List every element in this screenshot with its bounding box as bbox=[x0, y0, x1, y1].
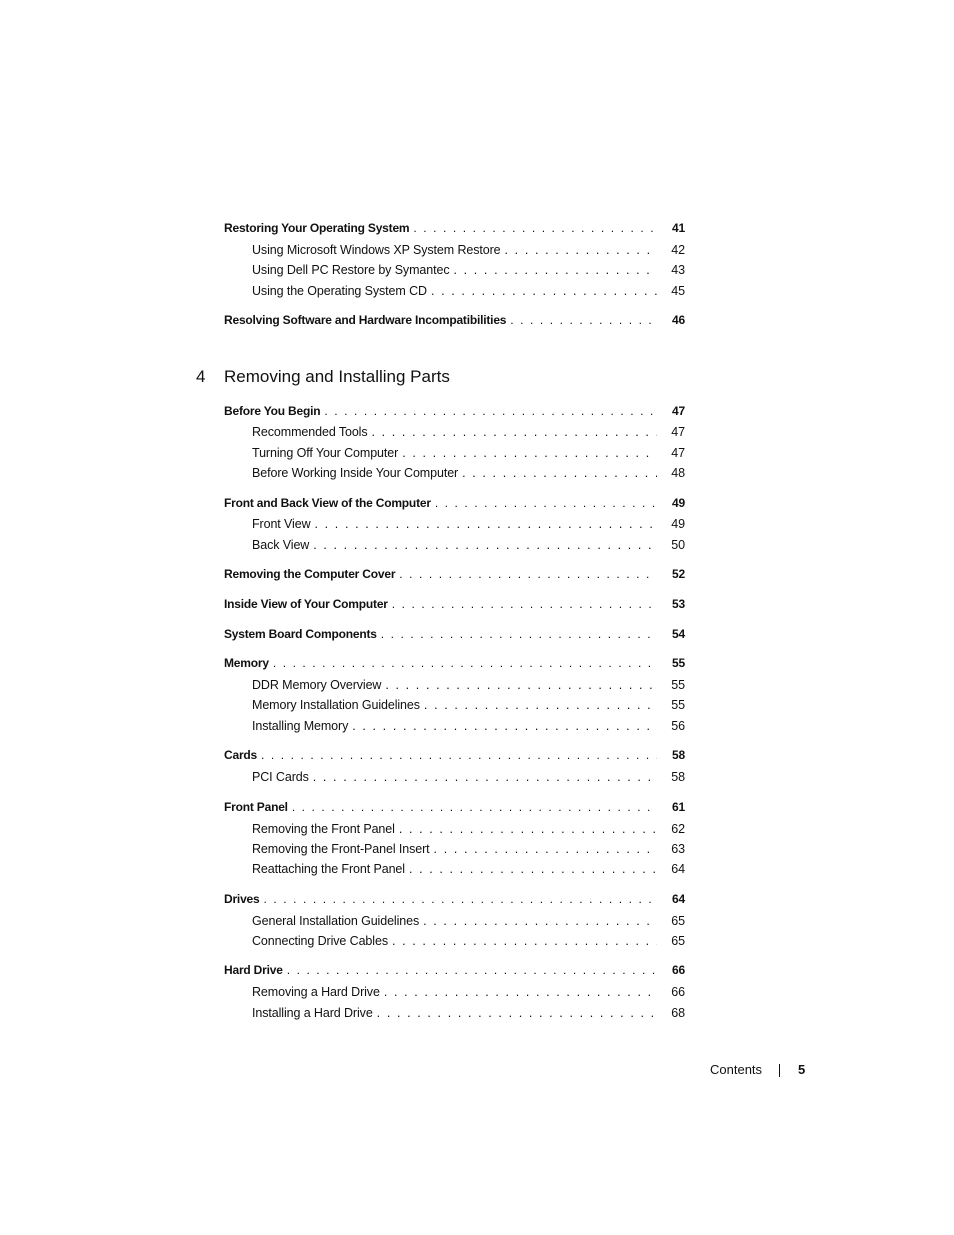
toc-entry-title: Reattaching the Front Panel bbox=[252, 862, 405, 876]
dot-leader bbox=[261, 747, 657, 764]
toc-entry-title: Front and Back View of the Computer bbox=[224, 496, 431, 510]
toc-entry-title: Removing the Computer Cover bbox=[224, 567, 396, 581]
toc-entry[interactable] bbox=[252, 697, 685, 714]
toc-entry[interactable] bbox=[252, 718, 685, 735]
toc-entry-title: Recommended Tools bbox=[252, 425, 368, 439]
toc-entry[interactable] bbox=[224, 566, 685, 583]
toc-entry[interactable] bbox=[252, 933, 685, 950]
toc-entry-page: 64 bbox=[671, 862, 685, 876]
toc-entry[interactable] bbox=[252, 1005, 685, 1022]
dot-leader bbox=[434, 841, 657, 858]
toc-entry-title: Turning Off Your Computer bbox=[252, 446, 399, 460]
toc-entry[interactable] bbox=[224, 655, 685, 672]
toc-entry-page: 41 bbox=[672, 221, 685, 235]
toc-entry[interactable] bbox=[252, 913, 685, 930]
dot-leader bbox=[384, 984, 657, 1001]
toc-entry-title: Removing a Hard Drive bbox=[252, 985, 380, 999]
toc-entry[interactable] bbox=[252, 283, 685, 300]
toc-entry-page: 47 bbox=[671, 446, 685, 460]
toc-entry-title: Front View bbox=[252, 517, 311, 531]
toc-entry-page: 47 bbox=[672, 404, 685, 418]
toc-entry-page: 68 bbox=[671, 1006, 685, 1020]
toc-entry-title: Using Microsoft Windows XP System Restore bbox=[252, 243, 501, 257]
dot-leader bbox=[352, 718, 657, 735]
toc-entry-page: 66 bbox=[672, 963, 685, 977]
dot-leader bbox=[292, 799, 657, 816]
toc-entry[interactable] bbox=[252, 262, 685, 279]
toc-entry-page: 43 bbox=[671, 263, 685, 277]
toc-entry-page: 46 bbox=[672, 313, 685, 327]
toc-entry[interactable] bbox=[224, 495, 685, 512]
dot-leader bbox=[413, 220, 657, 237]
toc-entry-title: Back View bbox=[252, 538, 310, 552]
toc-entry-title: General Installation Guidelines bbox=[252, 914, 420, 928]
dot-leader bbox=[402, 445, 657, 462]
toc-entry-title: Connecting Drive Cables bbox=[252, 934, 388, 948]
dot-leader bbox=[399, 566, 657, 583]
chapter-title[interactable]: Removing and Installing Parts bbox=[224, 367, 450, 386]
dot-leader bbox=[409, 861, 657, 878]
dot-leader bbox=[381, 626, 657, 643]
dot-leader bbox=[435, 495, 657, 512]
dot-leader bbox=[510, 312, 657, 329]
toc-entry-page: 52 bbox=[672, 567, 685, 581]
dot-leader bbox=[505, 242, 657, 259]
dot-leader bbox=[273, 655, 657, 672]
toc-entry-page: 58 bbox=[671, 770, 685, 784]
toc-entry[interactable] bbox=[252, 537, 685, 554]
toc-entry-title: Installing a Hard Drive bbox=[252, 1006, 373, 1020]
toc-entry[interactable] bbox=[224, 962, 685, 979]
dot-leader bbox=[431, 283, 657, 300]
dot-leader bbox=[399, 821, 657, 838]
toc-entry[interactable] bbox=[224, 312, 685, 329]
dot-leader bbox=[392, 933, 657, 950]
dot-leader bbox=[392, 596, 657, 613]
toc-entry-page: 58 bbox=[672, 748, 685, 762]
toc-entry[interactable] bbox=[252, 242, 685, 259]
toc-entry-page: 64 bbox=[672, 892, 685, 906]
toc-entry[interactable] bbox=[252, 861, 685, 878]
dot-leader bbox=[453, 262, 657, 279]
chapter-number: 4 bbox=[196, 367, 206, 386]
toc-entry[interactable] bbox=[224, 403, 685, 420]
toc-entry-page: 49 bbox=[672, 496, 685, 510]
toc-entry-title: Removing the Front Panel bbox=[252, 822, 395, 836]
toc-entry[interactable] bbox=[252, 465, 685, 482]
toc-entry[interactable] bbox=[224, 799, 685, 816]
dot-leader bbox=[313, 537, 657, 554]
toc-entry-page: 61 bbox=[672, 800, 685, 814]
toc-entry-page: 55 bbox=[672, 656, 685, 670]
toc-entry-title: Removing the Front-Panel Insert bbox=[252, 842, 430, 856]
toc-entry[interactable] bbox=[252, 821, 685, 838]
dot-leader bbox=[424, 697, 657, 714]
toc-entry[interactable] bbox=[224, 220, 685, 237]
toc-entry-page: 62 bbox=[671, 822, 685, 836]
toc-entry-title: DDR Memory Overview bbox=[252, 678, 382, 692]
dot-leader bbox=[315, 516, 657, 533]
toc-entry-title: Inside View of Your Computer bbox=[224, 597, 388, 611]
toc-entry-page: 53 bbox=[672, 597, 685, 611]
toc-entry-page: 66 bbox=[671, 985, 685, 999]
dot-leader bbox=[324, 403, 657, 420]
toc-entry-title: Memory bbox=[224, 656, 269, 670]
toc-entry[interactable] bbox=[252, 984, 685, 1001]
footer-separator bbox=[779, 1064, 780, 1077]
toc-entry-title: Using Dell PC Restore by Symantec bbox=[252, 263, 450, 277]
dot-leader bbox=[287, 962, 657, 979]
toc-entry-page: 56 bbox=[671, 719, 685, 733]
toc-entry-title: Using the Operating System CD bbox=[252, 284, 427, 298]
toc-entry-title: Before You Begin bbox=[224, 404, 321, 418]
toc-entry[interactable] bbox=[252, 516, 685, 533]
toc-entry-page: 65 bbox=[671, 934, 685, 948]
toc-entry-title: Memory Installation Guidelines bbox=[252, 698, 420, 712]
toc-entry[interactable] bbox=[252, 677, 685, 694]
toc-entry[interactable] bbox=[224, 626, 685, 643]
dot-leader bbox=[372, 424, 658, 441]
toc-entry-page: 47 bbox=[671, 425, 685, 439]
toc-entry-title: Cards bbox=[224, 748, 258, 762]
toc-entry-page: 45 bbox=[671, 284, 685, 298]
toc-entry-page: 63 bbox=[671, 842, 685, 856]
toc-entry-title: Before Working Inside Your Computer bbox=[252, 466, 459, 480]
toc-entry[interactable] bbox=[224, 747, 685, 764]
toc-entry[interactable] bbox=[252, 769, 685, 786]
toc-entry-title: Resolving Software and Hardware Incompatibilities bbox=[224, 313, 507, 327]
dot-leader bbox=[462, 465, 657, 482]
dot-leader bbox=[423, 913, 657, 930]
toc-entry[interactable] bbox=[224, 596, 685, 613]
toc-entry-title: System Board Components bbox=[224, 627, 377, 641]
toc-entry-page: 55 bbox=[671, 698, 685, 712]
toc-entry-page: 54 bbox=[672, 627, 685, 641]
dot-leader bbox=[385, 677, 657, 694]
toc-entry-page: 48 bbox=[671, 466, 685, 480]
toc-entry-title: Restoring Your Operating System bbox=[224, 221, 410, 235]
toc-entry-title: Front Panel bbox=[224, 800, 288, 814]
toc-entry-page: 49 bbox=[671, 517, 685, 531]
toc-entry[interactable] bbox=[252, 841, 685, 858]
page-number: 5 bbox=[798, 1062, 806, 1077]
toc-entry-page: 42 bbox=[671, 243, 685, 257]
toc-entry[interactable] bbox=[252, 424, 685, 441]
toc-entry-page: 65 bbox=[671, 914, 685, 928]
toc-entry[interactable] bbox=[224, 891, 685, 908]
toc-entry[interactable] bbox=[252, 445, 685, 462]
toc-entry-title: PCI Cards bbox=[252, 770, 309, 784]
toc-entry-title: Installing Memory bbox=[252, 719, 349, 733]
dot-leader bbox=[264, 891, 658, 908]
dot-leader bbox=[377, 1005, 657, 1022]
toc-entry-title: Drives bbox=[224, 892, 260, 906]
dot-leader bbox=[313, 769, 657, 786]
footer-label: Contents bbox=[710, 1062, 763, 1077]
toc-entry-title: Hard Drive bbox=[224, 963, 283, 977]
toc-entry-page: 50 bbox=[671, 538, 685, 552]
toc-entry-page: 55 bbox=[671, 678, 685, 692]
